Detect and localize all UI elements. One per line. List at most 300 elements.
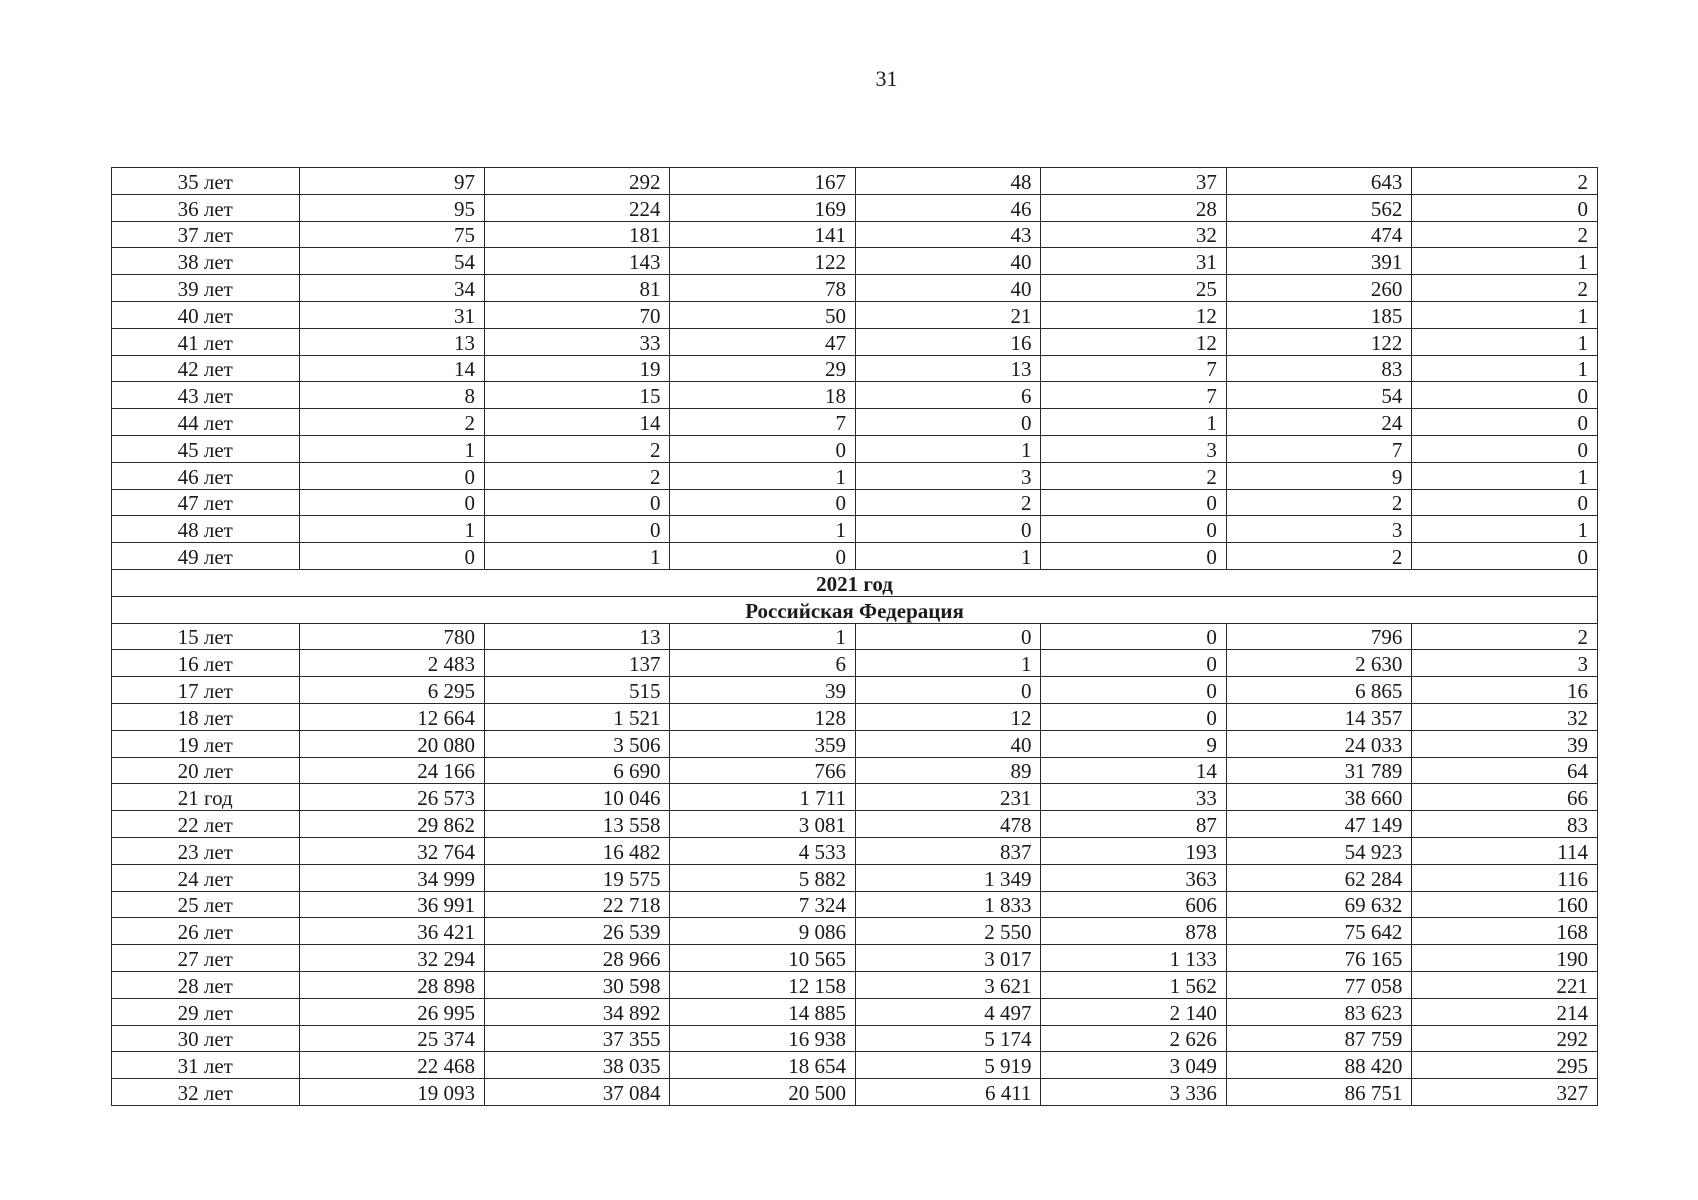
value-cell: 1 [1412, 516, 1598, 543]
value-cell: 4 533 [670, 837, 855, 864]
value-cell: 14 [299, 355, 484, 382]
value-cell: 292 [484, 168, 669, 195]
value-cell: 2 [1412, 221, 1598, 248]
age-cell: 32 лет [112, 1079, 300, 1106]
table-row [112, 784, 1598, 811]
value-cell: 6 690 [484, 757, 669, 784]
age-cell: 20 лет [112, 757, 300, 784]
value-cell: 18 [670, 382, 855, 409]
value-cell: 1 [855, 543, 1040, 570]
value-cell: 3 621 [855, 971, 1040, 998]
value-cell: 25 [1041, 275, 1226, 302]
value-cell: 181 [484, 221, 669, 248]
value-cell: 20 080 [299, 730, 484, 757]
value-cell: 0 [1412, 489, 1598, 516]
value-cell: 9 [1226, 462, 1411, 489]
value-cell: 6 295 [299, 677, 484, 704]
value-cell: 2 [855, 489, 1040, 516]
value-cell: 1 [855, 650, 1040, 677]
value-cell: 122 [1226, 328, 1411, 355]
value-cell: 32 [1041, 221, 1226, 248]
value-cell: 0 [670, 435, 855, 462]
value-cell: 47 149 [1226, 811, 1411, 838]
value-cell: 28 [1041, 194, 1226, 221]
value-cell: 190 [1412, 945, 1598, 972]
value-cell: 13 [484, 623, 669, 650]
value-cell: 70 [484, 301, 669, 328]
value-cell: 3 017 [855, 945, 1040, 972]
table-row [112, 1025, 1598, 1052]
value-cell: 32 764 [299, 837, 484, 864]
section-region-row [112, 596, 1598, 623]
value-cell: 2 [1041, 462, 1226, 489]
age-cell: 15 лет [112, 623, 300, 650]
age-cell: 47 лет [112, 489, 300, 516]
value-cell: 780 [299, 623, 484, 650]
value-cell: 2 626 [1041, 1025, 1226, 1052]
value-cell: 0 [1041, 489, 1226, 516]
age-cell: 18 лет [112, 703, 300, 730]
value-cell: 168 [1412, 918, 1598, 945]
section-year-row [112, 569, 1598, 596]
value-cell: 1 [1412, 462, 1598, 489]
value-cell: 95 [299, 194, 484, 221]
section-region: Российская Федерация [112, 596, 1598, 623]
value-cell: 606 [1041, 891, 1226, 918]
value-cell: 2 [484, 435, 669, 462]
value-cell: 0 [1041, 650, 1226, 677]
table-row [112, 248, 1598, 275]
age-cell: 31 лет [112, 1052, 300, 1079]
value-cell: 2 [1412, 168, 1598, 195]
value-cell: 43 [855, 221, 1040, 248]
value-cell: 128 [670, 703, 855, 730]
value-cell: 31 [1041, 248, 1226, 275]
table-body-bottom [112, 623, 1598, 1105]
value-cell: 24 166 [299, 757, 484, 784]
value-cell: 1 [1412, 328, 1598, 355]
data-table [111, 167, 1598, 1106]
value-cell: 3 081 [670, 811, 855, 838]
table-row [112, 998, 1598, 1025]
value-cell: 16 [1412, 677, 1598, 704]
value-cell: 33 [1041, 784, 1226, 811]
value-cell: 39 [670, 677, 855, 704]
value-cell: 38 035 [484, 1052, 669, 1079]
value-cell: 29 [670, 355, 855, 382]
age-cell: 19 лет [112, 730, 300, 757]
age-cell: 29 лет [112, 998, 300, 1025]
value-cell: 50 [670, 301, 855, 328]
value-cell: 796 [1226, 623, 1411, 650]
value-cell: 7 324 [670, 891, 855, 918]
age-cell: 30 лет [112, 1025, 300, 1052]
value-cell: 160 [1412, 891, 1598, 918]
value-cell: 2 [1226, 489, 1411, 516]
value-cell: 40 [855, 275, 1040, 302]
value-cell: 64 [1412, 757, 1598, 784]
value-cell: 0 [299, 489, 484, 516]
value-cell: 16 938 [670, 1025, 855, 1052]
value-cell: 33 [484, 328, 669, 355]
table-row [112, 194, 1598, 221]
value-cell: 75 [299, 221, 484, 248]
value-cell: 0 [299, 462, 484, 489]
table-row [112, 301, 1598, 328]
age-cell: 43 лет [112, 382, 300, 409]
value-cell: 1 [299, 435, 484, 462]
value-cell: 3 [1412, 650, 1598, 677]
table-row [112, 945, 1598, 972]
value-cell: 221 [1412, 971, 1598, 998]
value-cell: 76 165 [1226, 945, 1411, 972]
value-cell: 78 [670, 275, 855, 302]
value-cell: 36 421 [299, 918, 484, 945]
table-row [112, 864, 1598, 891]
value-cell: 5 174 [855, 1025, 1040, 1052]
value-cell: 66 [1412, 784, 1598, 811]
value-cell: 12 [1041, 328, 1226, 355]
value-cell: 0 [1412, 543, 1598, 570]
value-cell: 19 [484, 355, 669, 382]
age-cell: 44 лет [112, 409, 300, 436]
value-cell: 1 [299, 516, 484, 543]
value-cell: 40 [855, 248, 1040, 275]
age-cell: 26 лет [112, 918, 300, 945]
value-cell: 19 093 [299, 1079, 484, 1106]
value-cell: 878 [1041, 918, 1226, 945]
value-cell: 1 349 [855, 864, 1040, 891]
value-cell: 31 789 [1226, 757, 1411, 784]
table-row [112, 1052, 1598, 1079]
age-cell: 45 лет [112, 435, 300, 462]
value-cell: 38 660 [1226, 784, 1411, 811]
value-cell: 12 [1041, 301, 1226, 328]
age-cell: 40 лет [112, 301, 300, 328]
value-cell: 141 [670, 221, 855, 248]
value-cell: 14 357 [1226, 703, 1411, 730]
value-cell: 2 [1412, 623, 1598, 650]
value-cell: 5 919 [855, 1052, 1040, 1079]
value-cell: 36 991 [299, 891, 484, 918]
table-row [112, 650, 1598, 677]
value-cell: 1 133 [1041, 945, 1226, 972]
value-cell: 0 [1041, 623, 1226, 650]
value-cell: 14 [484, 409, 669, 436]
value-cell: 3 336 [1041, 1079, 1226, 1106]
value-cell: 20 500 [670, 1079, 855, 1106]
value-cell: 7 [1041, 355, 1226, 382]
value-cell: 47 [670, 328, 855, 355]
age-cell: 39 лет [112, 275, 300, 302]
table-row [112, 677, 1598, 704]
value-cell: 0 [670, 489, 855, 516]
value-cell: 0 [299, 543, 484, 570]
age-cell: 23 лет [112, 837, 300, 864]
table-row [112, 382, 1598, 409]
value-cell: 327 [1412, 1079, 1598, 1106]
value-cell: 0 [1041, 543, 1226, 570]
value-cell: 39 [1412, 730, 1598, 757]
table-row [112, 168, 1598, 195]
value-cell: 26 573 [299, 784, 484, 811]
value-cell: 1 [484, 543, 669, 570]
age-cell: 36 лет [112, 194, 300, 221]
section-header [112, 569, 1598, 623]
value-cell: 114 [1412, 837, 1598, 864]
value-cell: 2 [484, 462, 669, 489]
value-cell: 0 [855, 677, 1040, 704]
value-cell: 2 140 [1041, 998, 1226, 1025]
value-cell: 143 [484, 248, 669, 275]
age-cell: 25 лет [112, 891, 300, 918]
value-cell: 13 558 [484, 811, 669, 838]
value-cell: 3 [1226, 516, 1411, 543]
value-cell: 10 046 [484, 784, 669, 811]
value-cell: 77 058 [1226, 971, 1411, 998]
value-cell: 75 642 [1226, 918, 1411, 945]
value-cell: 122 [670, 248, 855, 275]
value-cell: 62 284 [1226, 864, 1411, 891]
value-cell: 0 [1412, 409, 1598, 436]
table-row [112, 757, 1598, 784]
value-cell: 83 [1412, 811, 1598, 838]
value-cell: 7 [1041, 382, 1226, 409]
table-row [112, 409, 1598, 436]
value-cell: 169 [670, 194, 855, 221]
value-cell: 69 632 [1226, 891, 1411, 918]
table-row [112, 355, 1598, 382]
value-cell: 34 892 [484, 998, 669, 1025]
table-row [112, 730, 1598, 757]
value-cell: 515 [484, 677, 669, 704]
table-row [112, 1079, 1598, 1106]
age-cell: 35 лет [112, 168, 300, 195]
value-cell: 54 [1226, 382, 1411, 409]
value-cell: 37 355 [484, 1025, 669, 1052]
value-cell: 0 [670, 543, 855, 570]
value-cell: 83 [1226, 355, 1411, 382]
value-cell: 7 [1226, 435, 1411, 462]
table-row [112, 435, 1598, 462]
age-cell: 22 лет [112, 811, 300, 838]
value-cell: 28 898 [299, 971, 484, 998]
value-cell: 15 [484, 382, 669, 409]
value-cell: 137 [484, 650, 669, 677]
value-cell: 1 [1412, 248, 1598, 275]
value-cell: 2 [1412, 275, 1598, 302]
value-cell: 1 [670, 516, 855, 543]
value-cell: 214 [1412, 998, 1598, 1025]
value-cell: 2 483 [299, 650, 484, 677]
value-cell: 1 562 [1041, 971, 1226, 998]
value-cell: 26 539 [484, 918, 669, 945]
table-row [112, 837, 1598, 864]
value-cell: 7 [670, 409, 855, 436]
value-cell: 6 865 [1226, 677, 1411, 704]
age-cell: 28 лет [112, 971, 300, 998]
value-cell: 12 664 [299, 703, 484, 730]
value-cell: 1 [670, 623, 855, 650]
age-cell: 49 лет [112, 543, 300, 570]
value-cell: 167 [670, 168, 855, 195]
value-cell: 2 630 [1226, 650, 1411, 677]
value-cell: 231 [855, 784, 1040, 811]
value-cell: 97 [299, 168, 484, 195]
value-cell: 0 [1041, 703, 1226, 730]
value-cell: 16 [855, 328, 1040, 355]
value-cell: 1 521 [484, 703, 669, 730]
value-cell: 32 [1412, 703, 1598, 730]
value-cell: 837 [855, 837, 1040, 864]
age-cell: 16 лет [112, 650, 300, 677]
value-cell: 1 [1412, 301, 1598, 328]
value-cell: 224 [484, 194, 669, 221]
age-cell: 41 лет [112, 328, 300, 355]
table-row [112, 221, 1598, 248]
value-cell: 19 575 [484, 864, 669, 891]
value-cell: 18 654 [670, 1052, 855, 1079]
value-cell: 562 [1226, 194, 1411, 221]
value-cell: 87 [1041, 811, 1226, 838]
value-cell: 2 [1226, 543, 1411, 570]
value-cell: 29 862 [299, 811, 484, 838]
value-cell: 0 [855, 516, 1040, 543]
value-cell: 54 [299, 248, 484, 275]
table-row [112, 543, 1598, 570]
value-cell: 2 [299, 409, 484, 436]
value-cell: 13 [299, 328, 484, 355]
value-cell: 16 482 [484, 837, 669, 864]
age-cell: 46 лет [112, 462, 300, 489]
value-cell: 9 [1041, 730, 1226, 757]
value-cell: 12 158 [670, 971, 855, 998]
table-row [112, 623, 1598, 650]
value-cell: 1 711 [670, 784, 855, 811]
value-cell: 34 [299, 275, 484, 302]
table-row [112, 811, 1598, 838]
value-cell: 6 [855, 382, 1040, 409]
table-row [112, 275, 1598, 302]
value-cell: 12 [855, 703, 1040, 730]
value-cell: 6 [670, 650, 855, 677]
section-year: 2021 год [112, 569, 1598, 596]
age-cell: 37 лет [112, 221, 300, 248]
value-cell: 0 [855, 623, 1040, 650]
value-cell: 24 [1226, 409, 1411, 436]
value-cell: 54 923 [1226, 837, 1411, 864]
value-cell: 0 [1412, 435, 1598, 462]
value-cell: 474 [1226, 221, 1411, 248]
value-cell: 0 [484, 489, 669, 516]
value-cell: 28 966 [484, 945, 669, 972]
value-cell: 1 833 [855, 891, 1040, 918]
value-cell: 22 468 [299, 1052, 484, 1079]
age-cell: 24 лет [112, 864, 300, 891]
value-cell: 34 999 [299, 864, 484, 891]
value-cell: 13 [855, 355, 1040, 382]
value-cell: 26 995 [299, 998, 484, 1025]
value-cell: 295 [1412, 1052, 1598, 1079]
value-cell: 478 [855, 811, 1040, 838]
page-number: 31 [875, 66, 898, 91]
value-cell: 88 420 [1226, 1052, 1411, 1079]
table-row [112, 462, 1598, 489]
table-row [112, 703, 1598, 730]
value-cell: 8 [299, 382, 484, 409]
value-cell: 32 294 [299, 945, 484, 972]
value-cell: 24 033 [1226, 730, 1411, 757]
value-cell: 391 [1226, 248, 1411, 275]
value-cell: 292 [1412, 1025, 1598, 1052]
value-cell: 643 [1226, 168, 1411, 195]
value-cell: 3 049 [1041, 1052, 1226, 1079]
value-cell: 0 [484, 516, 669, 543]
value-cell: 359 [670, 730, 855, 757]
value-cell: 1 [1041, 409, 1226, 436]
value-cell: 14 [1041, 757, 1226, 784]
value-cell: 9 086 [670, 918, 855, 945]
value-cell: 22 718 [484, 891, 669, 918]
value-cell: 0 [855, 409, 1040, 436]
value-cell: 46 [855, 194, 1040, 221]
table-row [112, 328, 1598, 355]
value-cell: 0 [1412, 382, 1598, 409]
value-cell: 37 084 [484, 1079, 669, 1106]
age-cell: 38 лет [112, 248, 300, 275]
age-cell: 48 лет [112, 516, 300, 543]
age-cell: 27 лет [112, 945, 300, 972]
age-cell: 21 год [112, 784, 300, 811]
table-body-top [112, 168, 1598, 570]
value-cell: 21 [855, 301, 1040, 328]
value-cell: 260 [1226, 275, 1411, 302]
value-cell: 193 [1041, 837, 1226, 864]
value-cell: 6 411 [855, 1079, 1040, 1106]
value-cell: 87 759 [1226, 1025, 1411, 1052]
value-cell: 31 [299, 301, 484, 328]
value-cell: 5 882 [670, 864, 855, 891]
value-cell: 766 [670, 757, 855, 784]
value-cell: 25 374 [299, 1025, 484, 1052]
value-cell: 1 [1412, 355, 1598, 382]
table-row [112, 891, 1598, 918]
value-cell: 3 [1041, 435, 1226, 462]
value-cell: 3 506 [484, 730, 669, 757]
table-row [112, 489, 1598, 516]
value-cell: 4 497 [855, 998, 1040, 1025]
value-cell: 10 565 [670, 945, 855, 972]
value-cell: 3 [855, 462, 1040, 489]
table-row [112, 971, 1598, 998]
value-cell: 363 [1041, 864, 1226, 891]
value-cell: 89 [855, 757, 1040, 784]
value-cell: 30 598 [484, 971, 669, 998]
value-cell: 86 751 [1226, 1079, 1411, 1106]
value-cell: 40 [855, 730, 1040, 757]
value-cell: 14 885 [670, 998, 855, 1025]
value-cell: 37 [1041, 168, 1226, 195]
age-cell: 42 лет [112, 355, 300, 382]
value-cell: 1 [670, 462, 855, 489]
value-cell: 1 [855, 435, 1040, 462]
table-row [112, 516, 1598, 543]
table-row [112, 918, 1598, 945]
value-cell: 0 [1412, 194, 1598, 221]
value-cell: 0 [1041, 516, 1226, 543]
age-cell: 17 лет [112, 677, 300, 704]
value-cell: 48 [855, 168, 1040, 195]
